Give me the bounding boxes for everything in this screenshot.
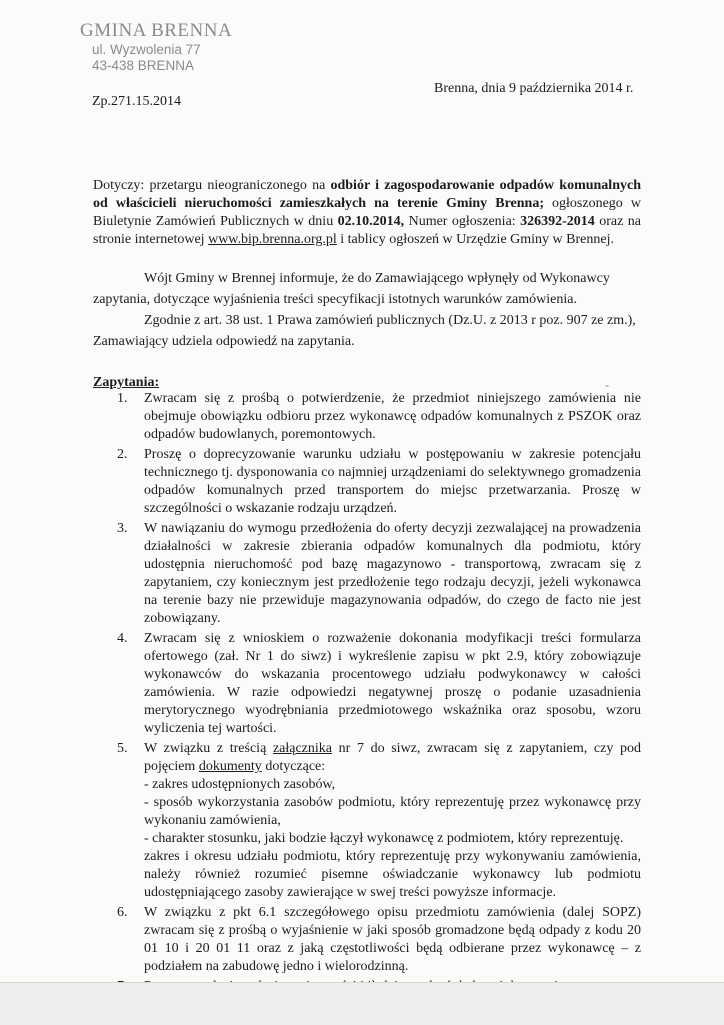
question-text: W związku z pkt 6.1 szczegółowego opisu przedmiotu zamówienia (dalej SOPZ) zwracam się z prośbą o wyjaśnienie w jaki sposób gromadzone będą odpady z kodu 20 01 10 i 20 01 11 oraz z jaką częstotliwości będą odbierane przez wykonawcę – z podziałem na zabudowę jedno i wielorodzinną. [144,905,641,974]
stamp-postcode: 43-438 BRENNA [92,58,195,73]
question-item [93,904,641,976]
question-number: 4. [117,631,128,646]
question-text-intro [144,741,641,774]
question-number: 2. [117,447,128,462]
questions-list [93,390,641,998]
bip-website-link[interactable]: www.bip.brenna.org.pl [208,232,337,247]
stamp-name: GMINA BRENNA [80,20,233,41]
question-item [93,446,641,518]
question-text: W nawiązaniu do wymogu przedłożenia do oferty decyzji zezwalającej na prowadzenia działalności w zakresie zbierania odpadów komunalnych dla podmiotu, który udostępnia nieruchomość pod bazę magazynowo - transportową, zwracam się z zapytaniem, czy koniecznym jest przedłożenie tego rodzaju decyzji, jeżeli wykonawca na terenie bazy nie przewiduje magazynowania odpadów, do czego de facto nie jest zobowiązany. [144,521,641,626]
question-text-part: nr 7 do siwz, zwracam się z zapytaniem, czy pod pojęciem [144,741,641,774]
question-number: 3. [117,521,128,536]
question-text: Proszę o doprecyzowanie warunku udziału w postępowaniu w zakresie potencjału technicznego tj. dysponowania co najmniej urządzeniami do selektywnego gromadzenia odpadów komunalnych przed transportem do miejsc przetwarzania. Proszę w szczególności o wskazanie rodzaju urządzeń. [144,447,641,516]
subject-text-3: Numer ogłoszenia: [404,214,521,229]
document-date: Brenna, dnia 9 października 2014 r. [434,81,634,96]
intro-section [93,268,641,352]
subject-label: Dotyczy: [93,178,145,193]
stamp-street: ul. Wyzwolenia 77 [92,42,201,57]
subject-tender-title: odbiór i zagospodarowanie odpadów komunalnych od właścicieli nieruchomości zamieszkałych na terenie Gminy Brenna; [93,178,641,211]
question-subline: - charakter stosunku, jaki bodzie łączył wykonawcę z podmiotem, który reprezentuję. [144,831,624,846]
question-subline: - sposób wykorzystania zasobów podmiotu, który reprezentuję przez wykonawcę przy wykonaniu zamówienia, [144,795,641,828]
subject-text-4: oraz na stronie internetowej [93,214,641,247]
page-bottom-edge [0,982,724,1025]
intro-paragraph-1: Wójt Gminy w Brennej informuje, że do Zamawiającego wpłynęły od Wykonawcy zapytania, dotyczące wyjaśnienia treści specyfikacji istotnych warunków zamówienia. [93,271,610,307]
question-item [93,390,641,444]
question-number: 6. [117,905,128,920]
margin-mark: - [605,378,609,392]
intro-paragraph-2: Zgodnie z art. 38 ust. 1 Prawa zamówień publicznych (Dz.U. z 2013 r poz. 907 ze zm.), Zamawiający udziela odpowiedź na zapytania. [93,313,636,349]
subject-paragraph [93,177,641,249]
question-item [93,630,641,738]
question-number: 1. [117,391,128,406]
question-text: Zwracam się z wnioskiem o rozważenie dokonania modyfikacji treści formularza ofertowego (zał. Nr 1 do siwz) i wykreślenie zapisu w pkt 2.9, który zobowiązuje wykonawców do wskazania procentowego udziału podwykonawcy w całości zamówienia. W razie odpowiedzi negatywnej proszę o podanie uzasadnienia merytorycznego wyodrębniania przedmiotowego wskaźnika oraz sposobu, wzoru wyliczenia tej wartości. [144,631,641,736]
question-text: Zwracam się z prośbą o potwierdzenie, że przedmiot niniejszego zamówienia nie obejmuje obowiązku odbioru przez wykonawcę odpadów komunalnych z PSZOK oraz odpadów budowlanych, poremontowych. [144,391,641,442]
question-item [93,740,641,902]
question-item [93,520,641,628]
subject-notice-number: 326392-2014 [520,214,595,229]
subject-text-2: ogłoszonego w Biuletynie Zamówień Publicznych w dniu [93,196,641,229]
subject-text-1: przetargu nieograniczonego na [144,178,331,193]
underlined-term-attachment: załącznika [272,741,332,756]
question-subline: zakres i okresu udziału podmiotu, który reprezentuję przy wykonywaniu zamówienia, należy również rozumieć pisemne oświadczanie wykonawcy lub podmiotu udostępniającego zasoby zawierające w swej treści powyższe informacje. [144,849,641,900]
question-number: 5. [117,741,128,756]
subject-text-5: i tablicy ogłoszeń w Urzędzie Gminy w Brennej. [336,232,614,247]
question-subline: - zakres udostępnionych zasobów, [144,777,336,792]
underlined-term-documents: dokumenty [198,759,262,774]
municipality-stamp [80,20,232,74]
questions-heading: Zapytania: [93,375,160,390]
reference-number: Zp.271.15.2014 [92,94,182,109]
question-text-part: dotyczące: [261,759,326,774]
question-text-part: W związku z treścią [144,741,273,756]
subject-publication-date: 02.10.2014, [337,214,405,229]
